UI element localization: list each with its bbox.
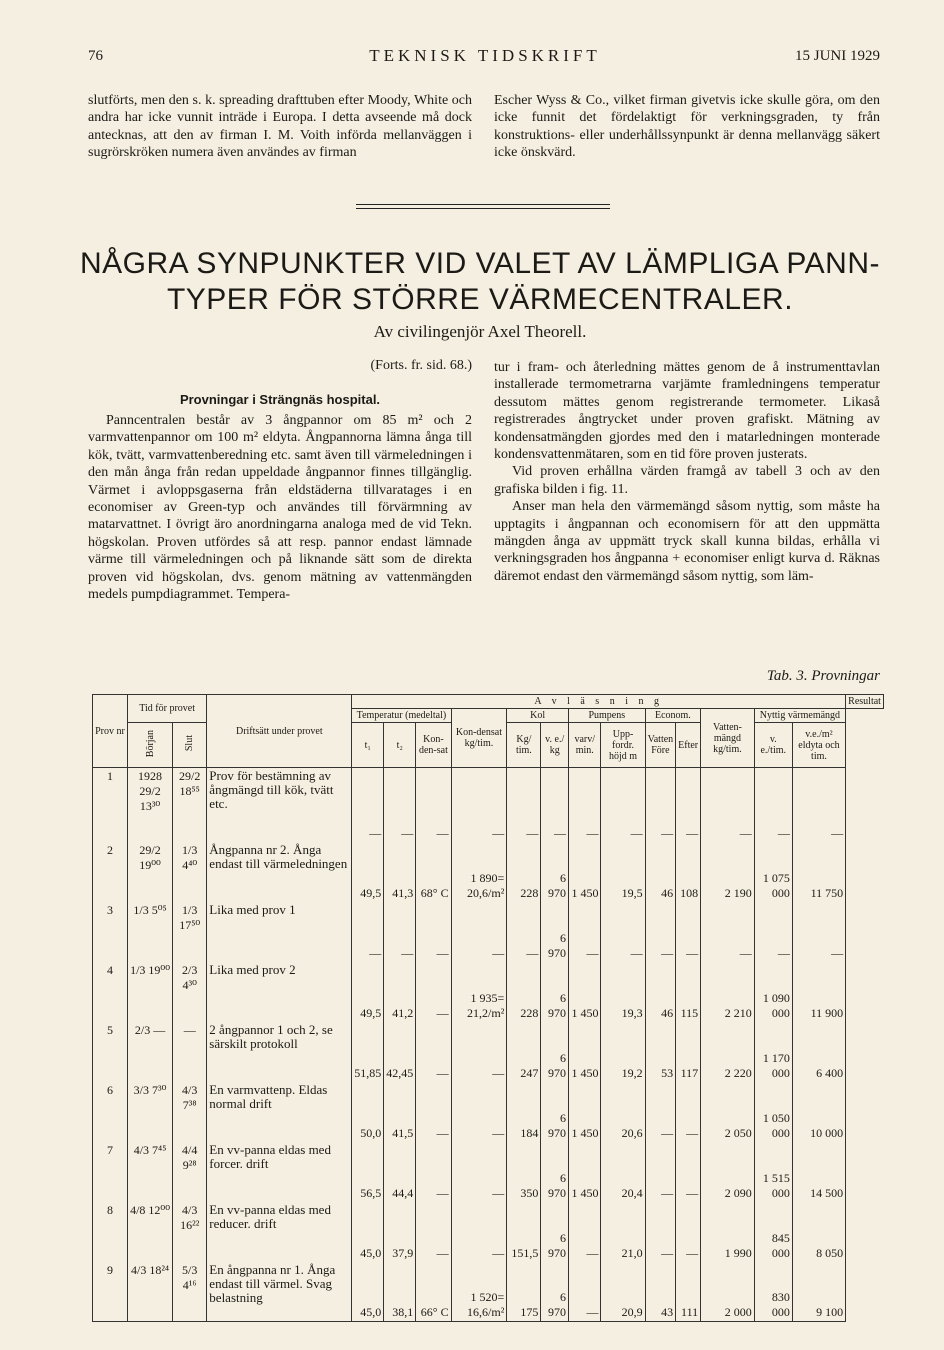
cell-start: 4/3 18²⁴	[128, 1262, 173, 1322]
th-vatten: Vatten	[647, 734, 674, 745]
th-varv: varv/ min.	[568, 723, 600, 768]
cell-mode: Ångpanna nr 2. Ånga endast till värmeledningen	[207, 842, 352, 902]
cell-t2: 41,3	[384, 842, 416, 902]
cell-vet: 1 170 000	[754, 1022, 792, 1082]
cell-t2: 41,5	[384, 1082, 416, 1142]
cell-end: —	[173, 1022, 207, 1082]
cell-t2: 38,1	[384, 1262, 416, 1322]
th-fore-label: Före	[651, 745, 670, 756]
cell-hojd: 20,9	[601, 1262, 645, 1322]
cell-fore: —	[645, 1082, 676, 1142]
cell-start: 3/3 7³⁰	[128, 1082, 173, 1142]
cell-hojd: —	[601, 902, 645, 962]
cell-end: 29/2 18⁵⁵	[173, 768, 207, 842]
cell-vet: 1 050 000	[754, 1082, 792, 1142]
cell-kolkg: 247	[507, 1022, 541, 1082]
cell-fore: —	[645, 1142, 676, 1202]
cell-varv: 1 450	[568, 1082, 600, 1142]
cell-end: 1/3 17⁵⁰	[173, 902, 207, 962]
cell-nr: 6	[93, 1082, 128, 1142]
th-pumpens: Pumpens	[568, 709, 645, 723]
cell-vm: 2 000	[701, 1262, 755, 1322]
cell-kolve: 6 970	[541, 1082, 569, 1142]
cell-hojd: 21,0	[601, 1202, 645, 1262]
left-column-text	[88, 412, 472, 603]
th-avlasning: A v l ä s n i n g	[352, 695, 846, 709]
cell-end: 4/3 16²²	[173, 1202, 207, 1262]
cell-kond: —	[451, 1142, 507, 1202]
cell-kond: —	[451, 1022, 507, 1082]
right-column-text	[494, 359, 880, 585]
cell-kolve: 6 970	[541, 1022, 569, 1082]
cell-vm: 2 090	[701, 1142, 755, 1202]
cell-nr: 1	[93, 768, 128, 842]
cell-fore: 46	[645, 962, 676, 1022]
cell-varv: —	[568, 768, 600, 842]
th-kol: Kol	[507, 709, 569, 723]
cell-efter: —	[676, 1142, 701, 1202]
cell-vem: —	[792, 902, 845, 962]
cell-vm: 2 190	[701, 842, 755, 902]
cell-end: 4/4 9²⁸	[173, 1142, 207, 1202]
cell-vet: —	[754, 902, 792, 962]
th-kol-kg: Kg/ tim.	[507, 723, 541, 768]
cell-hojd: 20,4	[601, 1142, 645, 1202]
byline: Av civilingenjör Axel Theorell.	[373, 322, 587, 341]
table-row	[93, 902, 884, 962]
cell-t1: 51,85	[352, 1022, 384, 1082]
paragraph: tur i fram- och återledning mättes genom de å instrumenttavlan installerade termometrarna varjämte framledningens temperatur dessutom mättes genom registrerande termometer. Likaså registrerades ångtrycket under proven grafiskt. Mätning av kondensatmängden gjordes med den i matarledningen monterade kondensvattenmätaren, som en tid före proven justerats.	[494, 360, 880, 463]
cell-hojd: 19,5	[601, 842, 645, 902]
cell-varv: 1 450	[568, 1022, 600, 1082]
issue-date: 15 JUNI 1929	[795, 48, 880, 64]
cell-nr: 2	[93, 842, 128, 902]
cell-kolkg: —	[507, 768, 541, 842]
page-number: 76	[88, 48, 103, 64]
cell-mode: En varmvattenp. Eldas normal drift	[207, 1082, 352, 1142]
table-row	[93, 1202, 884, 1262]
top-left-paragraph: slutförts, men den s. k. spreading drafttuben efter Moody, White och andra har icke vunnit inträde i Europa. I detta avseende må dock antecknas, att den av firman I. M. Voith införda mellanväggen i sugrörskröken numera även användes av firman	[88, 93, 472, 161]
cell-nr: 3	[93, 902, 128, 962]
cell-kolkg: 175	[507, 1262, 541, 1322]
cell-t2: 37,9	[384, 1202, 416, 1262]
cell-efter: 111	[676, 1262, 701, 1322]
cell-hojd: 19,2	[601, 1022, 645, 1082]
cell-kolve: 6 970	[541, 902, 569, 962]
cell-vem: 8 050	[792, 1202, 845, 1262]
cell-start: 4/3 7⁴⁵	[128, 1142, 173, 1202]
cell-mode: Lika med prov 2	[207, 962, 352, 1022]
cell-kt: —	[416, 902, 451, 962]
th-kondensat-temp: Kon-den-sat	[416, 723, 451, 768]
th-vetim: v. e./tim.	[754, 723, 792, 768]
cell-t1: 50,0	[352, 1082, 384, 1142]
cell-vm: —	[701, 902, 755, 962]
cell-efter: —	[676, 902, 701, 962]
cell-vem: 11 900	[792, 962, 845, 1022]
cell-nr: 5	[93, 1022, 128, 1082]
cell-kolve: 6 970	[541, 842, 569, 902]
cell-t2: —	[384, 768, 416, 842]
cell-kt: —	[416, 1022, 451, 1082]
cell-fore: —	[645, 768, 676, 842]
cell-t1: 56,5	[352, 1142, 384, 1202]
cell-hojd: 19,3	[601, 962, 645, 1022]
table-row	[93, 1262, 884, 1322]
cell-kond: 1 935= 21,2/m²	[451, 962, 507, 1022]
divider-rule	[356, 208, 610, 209]
th-kol-ve: v. e./ kg	[541, 723, 569, 768]
cell-kond: —	[451, 1082, 507, 1142]
th-kondensat: Kon-densat kg/tim.	[451, 709, 507, 768]
cell-t2: 44,4	[384, 1142, 416, 1202]
th-slut: Slut	[184, 735, 196, 752]
journal-title: TEKNISK TIDSKRIFT	[369, 46, 601, 65]
cell-start: 1/3 19⁰⁰	[128, 962, 173, 1022]
cell-kond: —	[451, 768, 507, 842]
cell-fore: —	[645, 1202, 676, 1262]
cell-varv: —	[568, 1202, 600, 1262]
table-row	[93, 1082, 884, 1142]
th-tid: Tid för provet	[128, 695, 207, 723]
cell-vm: 2 210	[701, 962, 755, 1022]
cell-t1: —	[352, 902, 384, 962]
cell-start: 29/2 19⁰⁰	[128, 842, 173, 902]
cell-mode: En vv-panna eldas med forcer. drift	[207, 1142, 352, 1202]
article-title-line2: TYPER FÖR STÖRRE VÄRMECENTRALER.	[166, 283, 794, 316]
cell-kolve: —	[541, 768, 569, 842]
cell-mode: 2 ångpannor 1 och 2, se särskilt protokoll	[207, 1022, 352, 1082]
cell-kt: —	[416, 768, 451, 842]
cell-varv: 1 450	[568, 842, 600, 902]
cell-vm: 2 050	[701, 1082, 755, 1142]
cell-fore: 43	[645, 1262, 676, 1322]
cell-kolve: 6 970	[541, 1202, 569, 1262]
cell-hojd: —	[601, 768, 645, 842]
cell-efter: —	[676, 1202, 701, 1262]
cell-vet: —	[754, 768, 792, 842]
section-heading: Provningar i Strängnäs hospital.	[179, 392, 381, 407]
cell-vem: 11 750	[792, 842, 845, 902]
cell-start: 2/3 —	[128, 1022, 173, 1082]
cell-kolkg: —	[507, 902, 541, 962]
cell-nr: 9	[93, 1262, 128, 1322]
results-table	[92, 694, 884, 1322]
paragraph: Vid proven erhållna värden framgå av tabell 3 och av den grafiska bilden i fig. 11.	[494, 464, 880, 497]
cell-t2: —	[384, 902, 416, 962]
cell-varv: —	[568, 1262, 600, 1322]
cell-fore: 53	[645, 1022, 676, 1082]
th-uppfordr: Upp-fordr. höjd m	[601, 723, 645, 768]
cell-t1: 45,0	[352, 1202, 384, 1262]
divider-rule	[356, 204, 610, 205]
cell-kond: 1 520= 16,6/m²	[451, 1262, 507, 1322]
cell-kolkg: 151,5	[507, 1202, 541, 1262]
continued-note: (Forts. fr. sid. 68.)	[370, 358, 472, 373]
cell-mode: En ångpanna nr 1. Ånga endast till värmel. Svag belastning	[207, 1262, 352, 1322]
cell-kolkg: 184	[507, 1082, 541, 1142]
table-row	[93, 768, 884, 842]
th-temperatur: Temperatur (medeltal)	[352, 709, 451, 723]
cell-varv: —	[568, 902, 600, 962]
cell-nr: 7	[93, 1142, 128, 1202]
paragraph: Anser man hela den värmemängd såsom nyttig, som måste ha upptagits i ångpannan och economisern för att den uppmätta mängden ånga av uppmätt tryck skall kunna bildas, erhålla vi verkningsgraden hos ångpanna + economiser enligt kurva d. Räknas däremot endast den värmemängd såsom nyttig, som läm-	[494, 499, 880, 584]
article-title-line1: NÅGRA SYNPUNKTER VID VALET AV LÄMPLIGA PANN-	[79, 247, 880, 280]
th-vem2: v.e./m² eldyta och tim.	[792, 723, 845, 768]
cell-kt: 66° C	[416, 1262, 451, 1322]
table-row	[93, 962, 884, 1022]
cell-kolkg: 228	[507, 842, 541, 902]
cell-vm: 1 990	[701, 1202, 755, 1262]
cell-kt: 68° C	[416, 842, 451, 902]
cell-end: 5/3 4¹⁶	[173, 1262, 207, 1322]
cell-end: 4/3 7³⁸	[173, 1082, 207, 1142]
th-t1: t₁	[352, 723, 384, 768]
cell-start: 4/8 12⁰⁰	[128, 1202, 173, 1262]
table-caption: Tab. 3. Provningar	[766, 668, 880, 684]
cell-fore: —	[645, 902, 676, 962]
cell-vet: 1 090 000	[754, 962, 792, 1022]
th-vattenmangd: Vatten-mängd kg/tim.	[701, 709, 755, 768]
th-fore	[645, 723, 676, 768]
cell-vem: 10 000	[792, 1082, 845, 1142]
cell-kond: 1 890= 20,6/m²	[451, 842, 507, 902]
cell-kond: —	[451, 1202, 507, 1262]
cell-t2: 41,2	[384, 962, 416, 1022]
cell-kt: —	[416, 1082, 451, 1142]
cell-efter: 117	[676, 1022, 701, 1082]
cell-kt: —	[416, 1142, 451, 1202]
cell-vem: —	[792, 768, 845, 842]
cell-start: 1928 29/2 13³⁰	[128, 768, 173, 842]
paragraph: Panncentralen består av 3 ångpannor om 85 m² och 2 varmvattenpannor om 100 m² eldyta. Ångpannorna lämna ånga till kök, tvätt, varmvattenberedning etc. samt även till värmeledningen i den mån ånga från redan uppeldade ångpannor finnes tillgänglig. Värmet i avloppsgaserna från eldstäderna tillvaratages i en economiser av Green-typ och användes till förvärmning av matarvattnet. I övrigt äro anordningarna analoga med de vid Tekn. högskolan. Proven utfördes så att resp. pannor endast lämnade värme till värmeledningen och på liknande sätt som de direkta proven vid högskolan, dvs. genom mätning av vattenmängden medels pumpdiagrammet. Tempera-	[88, 413, 472, 603]
cell-vm: 2 220	[701, 1022, 755, 1082]
table-row	[93, 1142, 884, 1202]
cell-kolkg: 350	[507, 1142, 541, 1202]
th-econom: Econom.	[645, 709, 701, 723]
cell-end: 1/3 4⁴⁰	[173, 842, 207, 902]
cell-vet: 1 075 000	[754, 842, 792, 902]
cell-vem: 9 100	[792, 1262, 845, 1322]
th-prov: Prov nr	[93, 695, 128, 768]
cell-nr: 8	[93, 1202, 128, 1262]
cell-mode: Prov för bestämning av ångmängd till kök, tvätt etc.	[207, 768, 352, 842]
top-right-paragraph: Escher Wyss & Co., vilket firman givetvis icke skulle göra, om den icke funnit det fördelaktigt för verkningsgraden, ty från konstruktions- eller underhållssynpunkt är denna mellanvägg säkert icke önskvärd.	[494, 93, 880, 161]
cell-kond: —	[451, 902, 507, 962]
th-driftsatt: Driftsätt under provet	[207, 695, 352, 768]
cell-varv: 1 450	[568, 1142, 600, 1202]
th-resultat: Resultat	[846, 695, 884, 709]
cell-nr: 4	[93, 962, 128, 1022]
cell-efter: —	[676, 768, 701, 842]
cell-efter: —	[676, 1082, 701, 1142]
cell-t1: —	[352, 768, 384, 842]
th-borjat: Början	[144, 729, 156, 758]
table-row	[93, 1022, 884, 1082]
cell-mode: En vv-panna eldas med reducer. drift	[207, 1202, 352, 1262]
cell-vet: 830 000	[754, 1262, 792, 1322]
th-nyttig: Nyttig värmemängd	[754, 709, 845, 723]
cell-efter: 108	[676, 842, 701, 902]
cell-start: 1/3 5⁰⁵	[128, 902, 173, 962]
cell-kt: —	[416, 1202, 451, 1262]
cell-mode: Lika med prov 1	[207, 902, 352, 962]
cell-kt: —	[416, 962, 451, 1022]
cell-hojd: 20,6	[601, 1082, 645, 1142]
cell-fore: 46	[645, 842, 676, 902]
cell-vm: —	[701, 768, 755, 842]
cell-kolve: 6 970	[541, 962, 569, 1022]
cell-kolve: 6 970	[541, 1262, 569, 1322]
cell-t1: 45,0	[352, 1262, 384, 1322]
cell-vet: 1 515 000	[754, 1142, 792, 1202]
cell-efter: 115	[676, 962, 701, 1022]
cell-vem: 14 500	[792, 1142, 845, 1202]
table-row	[93, 842, 884, 902]
th-t2: t₂	[384, 723, 416, 768]
cell-end: 2/3 4³⁰	[173, 962, 207, 1022]
cell-kolve: 6 970	[541, 1142, 569, 1202]
th-efter: Efter	[676, 723, 701, 768]
cell-vet: 845 000	[754, 1202, 792, 1262]
cell-kolkg: 228	[507, 962, 541, 1022]
cell-t1: 49,5	[352, 962, 384, 1022]
cell-varv: 1 450	[568, 962, 600, 1022]
cell-t2: 42,45	[384, 1022, 416, 1082]
cell-t1: 49,5	[352, 842, 384, 902]
cell-vem: 6 400	[792, 1022, 845, 1082]
